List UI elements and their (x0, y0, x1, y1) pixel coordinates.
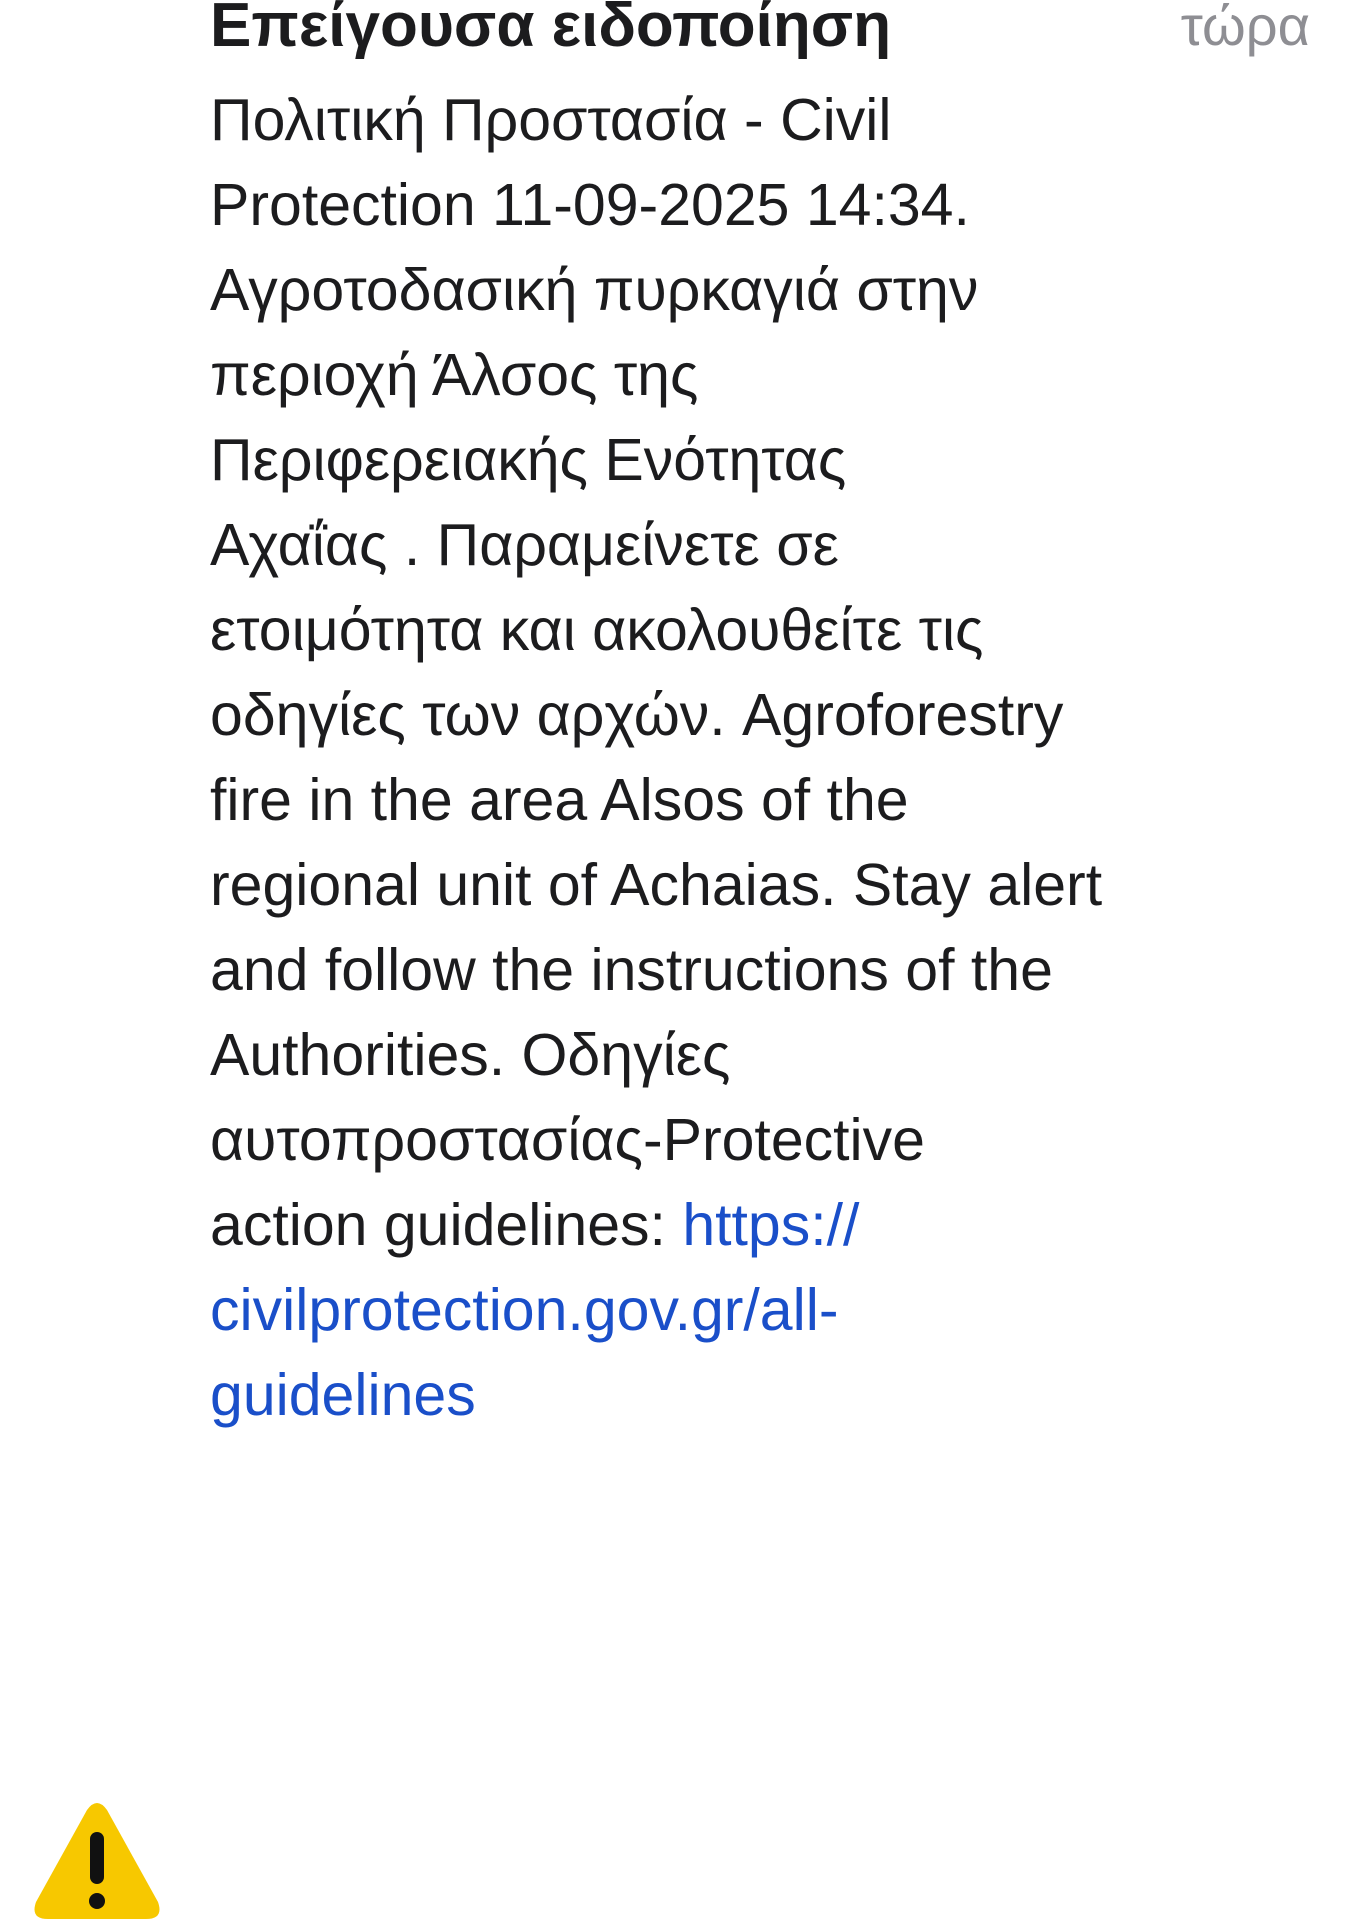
message-line-with-link (210, 1183, 1330, 1268)
notification-title: Επείγουσα ειδοποίηση (210, 0, 892, 60)
notification-header (210, 0, 1310, 80)
message-line: οδηγίες των αρχών. Agroforestry (210, 682, 1064, 748)
message-line: Authorities. Οδηγίες (210, 1022, 731, 1088)
notification-time: τώρα (1180, 0, 1310, 57)
message-line: περιοχή Άλσος της (210, 342, 699, 408)
message-line: regional unit of Achaias. Stay alert (210, 852, 1103, 918)
notification-message (210, 78, 1330, 1438)
warning-triangle-icon (30, 1798, 164, 1921)
message-line: and follow the instructions of the (210, 937, 1053, 1003)
message-line: αυτοπροστασίας-Protective (210, 1107, 925, 1173)
message-line: Protection 11-09-2025 14:34. (210, 172, 970, 238)
message-line: Περιφερειακής Ενότητας (210, 427, 847, 493)
message-line: fire in the area Alsos of the (210, 767, 909, 833)
message-line-text: action guidelines: (210, 1192, 683, 1258)
guidelines-link-part[interactable]: guidelines (210, 1362, 476, 1428)
guidelines-link-part[interactable]: civilprotection.gov.gr/all- (210, 1277, 839, 1343)
message-line: Αχαΐας . Παραμείνετε σε (210, 512, 839, 578)
message-line: Πολιτική Προστασία - Civil (210, 87, 892, 153)
message-line: ετοιμότητα και ακολουθείτε τις (210, 597, 984, 663)
guidelines-link-part[interactable]: https:// (682, 1192, 860, 1258)
message-line: Αγροτοδασική πυρκαγιά στην (210, 257, 979, 323)
